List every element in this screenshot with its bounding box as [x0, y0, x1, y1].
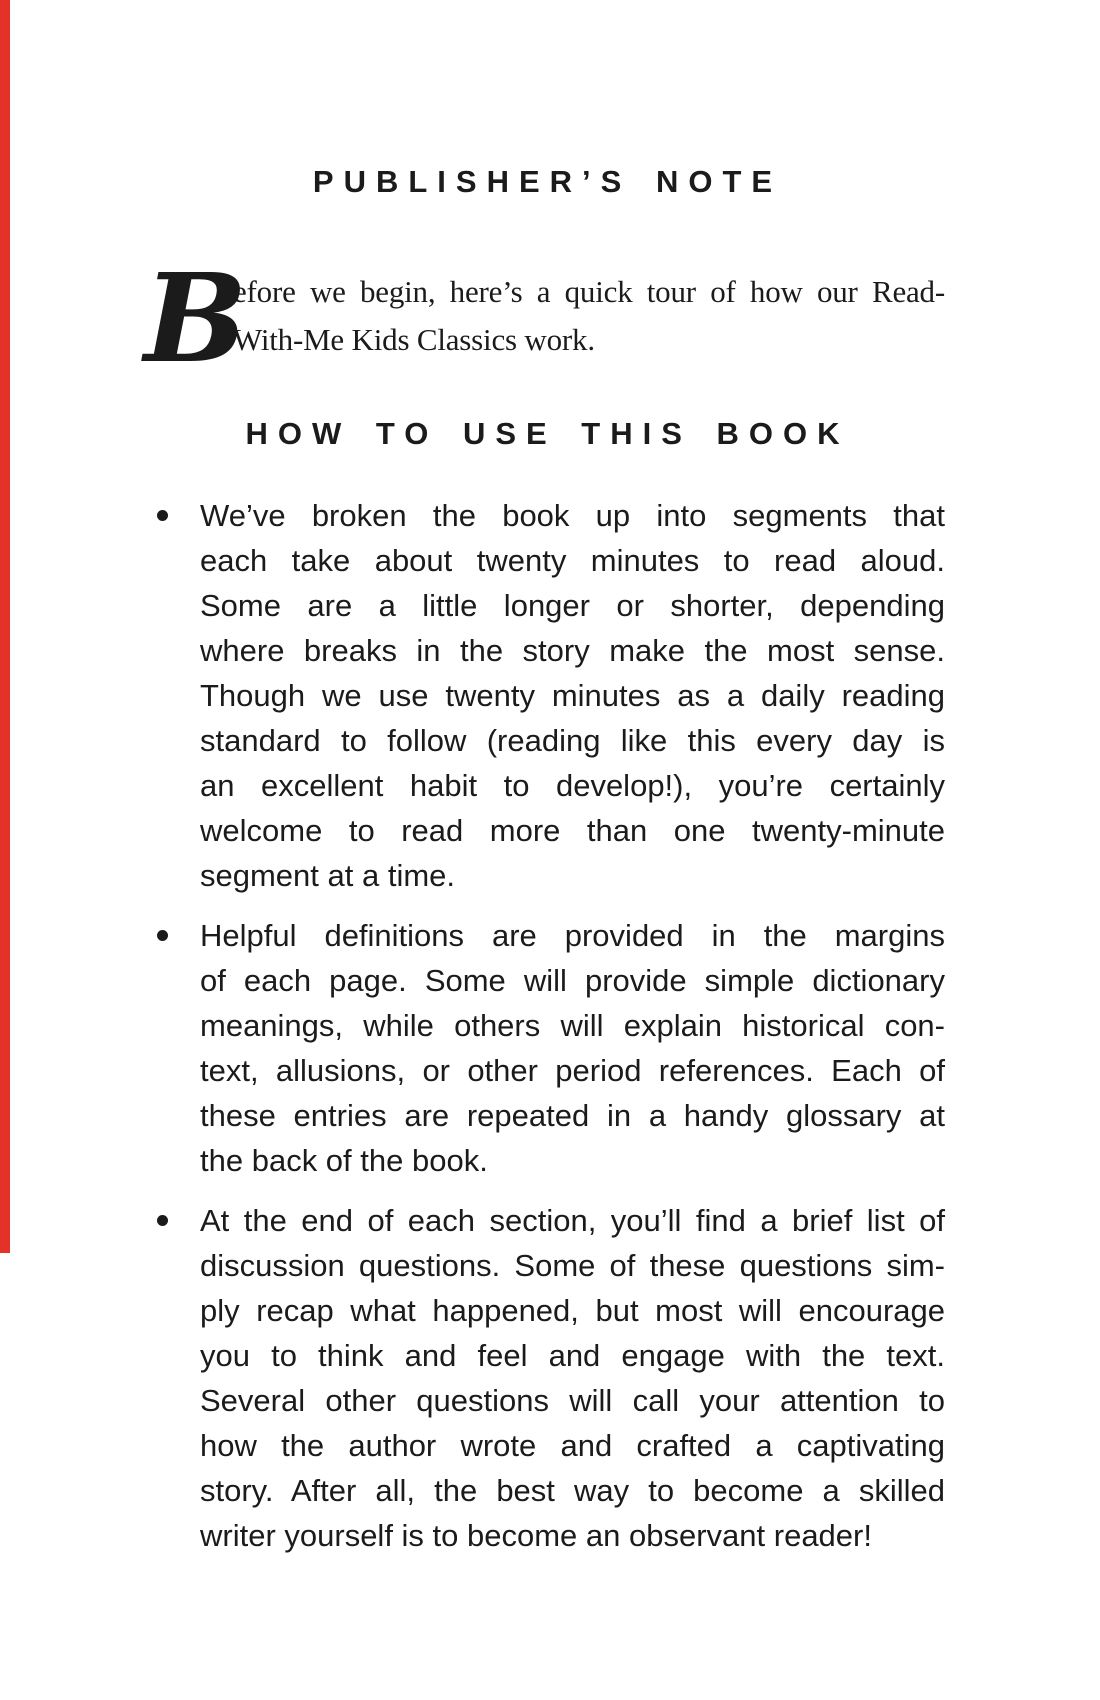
text-line: segment at a time. — [200, 858, 456, 893]
text-line: meanings, while others will explain historical con- — [200, 1008, 945, 1043]
bullet-list — [150, 493, 945, 1573]
text-line: of each page. Some will provide simple dictionary — [200, 963, 945, 998]
text-line: you to think and feel and engage with the text. — [200, 1338, 945, 1373]
list-item — [150, 493, 945, 898]
text-line: these entries are repeated in a handy glossary at — [200, 1098, 945, 1133]
bullet-icon — [157, 930, 168, 941]
page-content — [144, 0, 945, 1700]
text-line: welcome to read more than one twenty-minute — [200, 813, 945, 848]
text-line: story. After all, the best way to become a skilled — [200, 1473, 945, 1508]
text-line: Helpful definitions are provided in the margins — [200, 918, 945, 953]
text-line: Several other questions will call your attention to — [200, 1383, 945, 1418]
bullet-icon — [157, 510, 168, 521]
bullet-icon — [157, 1215, 168, 1226]
list-item — [150, 1198, 945, 1558]
list-item — [150, 913, 945, 1183]
intro-line: efore we begin, here’s a quick tour of how our Read- — [233, 274, 945, 309]
text-line: We’ve broken the book up into segments that — [200, 498, 945, 533]
intro-paragraph — [144, 246, 945, 390]
drop-cap: B — [144, 246, 248, 390]
text-line: At the end of each section, you’ll find a brief list of — [200, 1203, 945, 1238]
text-line: text, allusions, or other period references. Each of — [200, 1053, 945, 1088]
text-line: Some are a little longer or shorter, depending — [200, 588, 945, 623]
text-line: Though we use twenty minutes as a daily reading — [200, 678, 945, 713]
text-line: discussion questions. Some of these questions sim- — [200, 1248, 945, 1283]
intro-line: With-Me Kids Classics work. — [233, 322, 595, 357]
text-line: writer yourself is to become an observant reader! — [200, 1518, 872, 1553]
text-line: how the author wrote and crafted a captivating — [200, 1428, 945, 1463]
text-line: ply recap what happened, but most will encourage — [200, 1293, 945, 1328]
section-heading: HOW TO USE THIS BOOK — [245, 416, 850, 451]
text-line: standard to follow (reading like this every day is — [200, 723, 945, 758]
text-line: an excellent habit to develop!), you’re certainly — [200, 768, 945, 803]
text-line: where breaks in the story make the most sense. — [200, 633, 945, 668]
page-edge-accent — [0, 0, 10, 1253]
page-title: PUBLISHER’S NOTE — [312, 164, 783, 199]
text-line: the back of the book. — [200, 1143, 488, 1178]
text-line: each take about twenty minutes to read aloud. — [200, 543, 945, 578]
